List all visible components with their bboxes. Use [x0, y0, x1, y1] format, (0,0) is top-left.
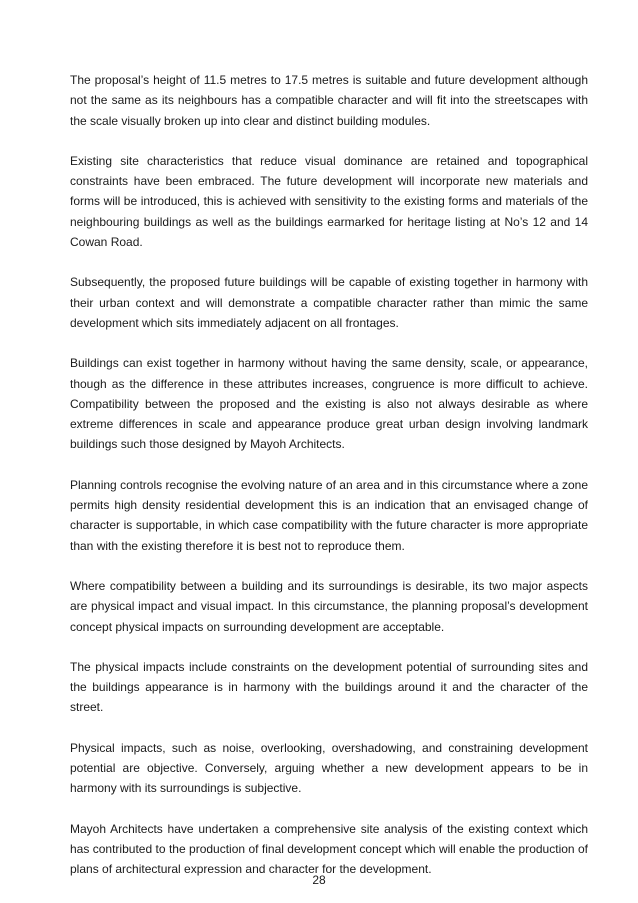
body-text [70, 70, 588, 900]
page-number: 28 [312, 873, 326, 887]
paragraph-height-compatibility: The proposal’s height of 11.5 metres to 17.5 metres is suitable and future development although not the same as its neighbours has a compatible character and will fit into the streetscapes with the scale visually broken up into clear and distinct building modules. [70, 73, 588, 128]
paragraph-site-characteristics: Existing site characteristics that reduce visual dominance are retained and topographical constraints have been embraced. The future development will incorporate new materials and forms will be introduced, this is achieved with sensitivity to the existing forms and materials of the neighbouring buildings as well as the buildings earmarked for heritage listing at No’s 12 and 14 Cowan Road. [70, 153, 588, 250]
paragraph-urban-context: Subsequently, the proposed future buildings will be capable of existing together in harmony with their urban context and will demonstrate a compatible character rather than mimic the same development which sits immediately adjacent on all frontages. [70, 275, 588, 330]
paragraph-site-analysis: Mayoh Architects have undertaken a comprehensive site analysis of the existing context which has contributed to the production of final development concept which will enable the production of plans of architectural expression and character for the development. [70, 821, 588, 877]
paragraph-planning-controls: Planning controls recognise the evolving nature of an area and in this circumstance where a zone permits high density residential development this is an indication that an envisaged change of character is supportable, in which case compatibility with the future character is more appropriate than with the existing therefore it is best not to reproduce them. [70, 477, 588, 553]
paragraph-harmony: Buildings can exist together in harmony without having the same density, scale, or appearance, though as the difference in these attributes increases, congruence is more difficult to achieve. Compatibility between the proposed and the existing is also not always desirable as where extreme differences in scale and appearance produce great urban design involving landmark buildings such those designed by Mayoh Architects. [70, 356, 588, 452]
paragraph-compatibility-aspects: Where compatibility between a building and its surroundings is desirable, its two major aspects are physical impact and visual impact. In this circumstance, the planning proposal’s development concept physical impacts on surrounding development are acceptable. [70, 578, 588, 634]
paragraph-objective-subjective: Physical impacts, such as noise, overlooking, overshadowing, and constraining development potential are objective. Conversely, arguing whether a new development appears to be in harmony with its surroundings is subjective. [70, 740, 588, 796]
paragraph-physical-impacts: The physical impacts include constraints on the development potential of surrounding sites and the buildings appearance is in harmony with the buildings around it and the character of the street. [70, 659, 588, 715]
